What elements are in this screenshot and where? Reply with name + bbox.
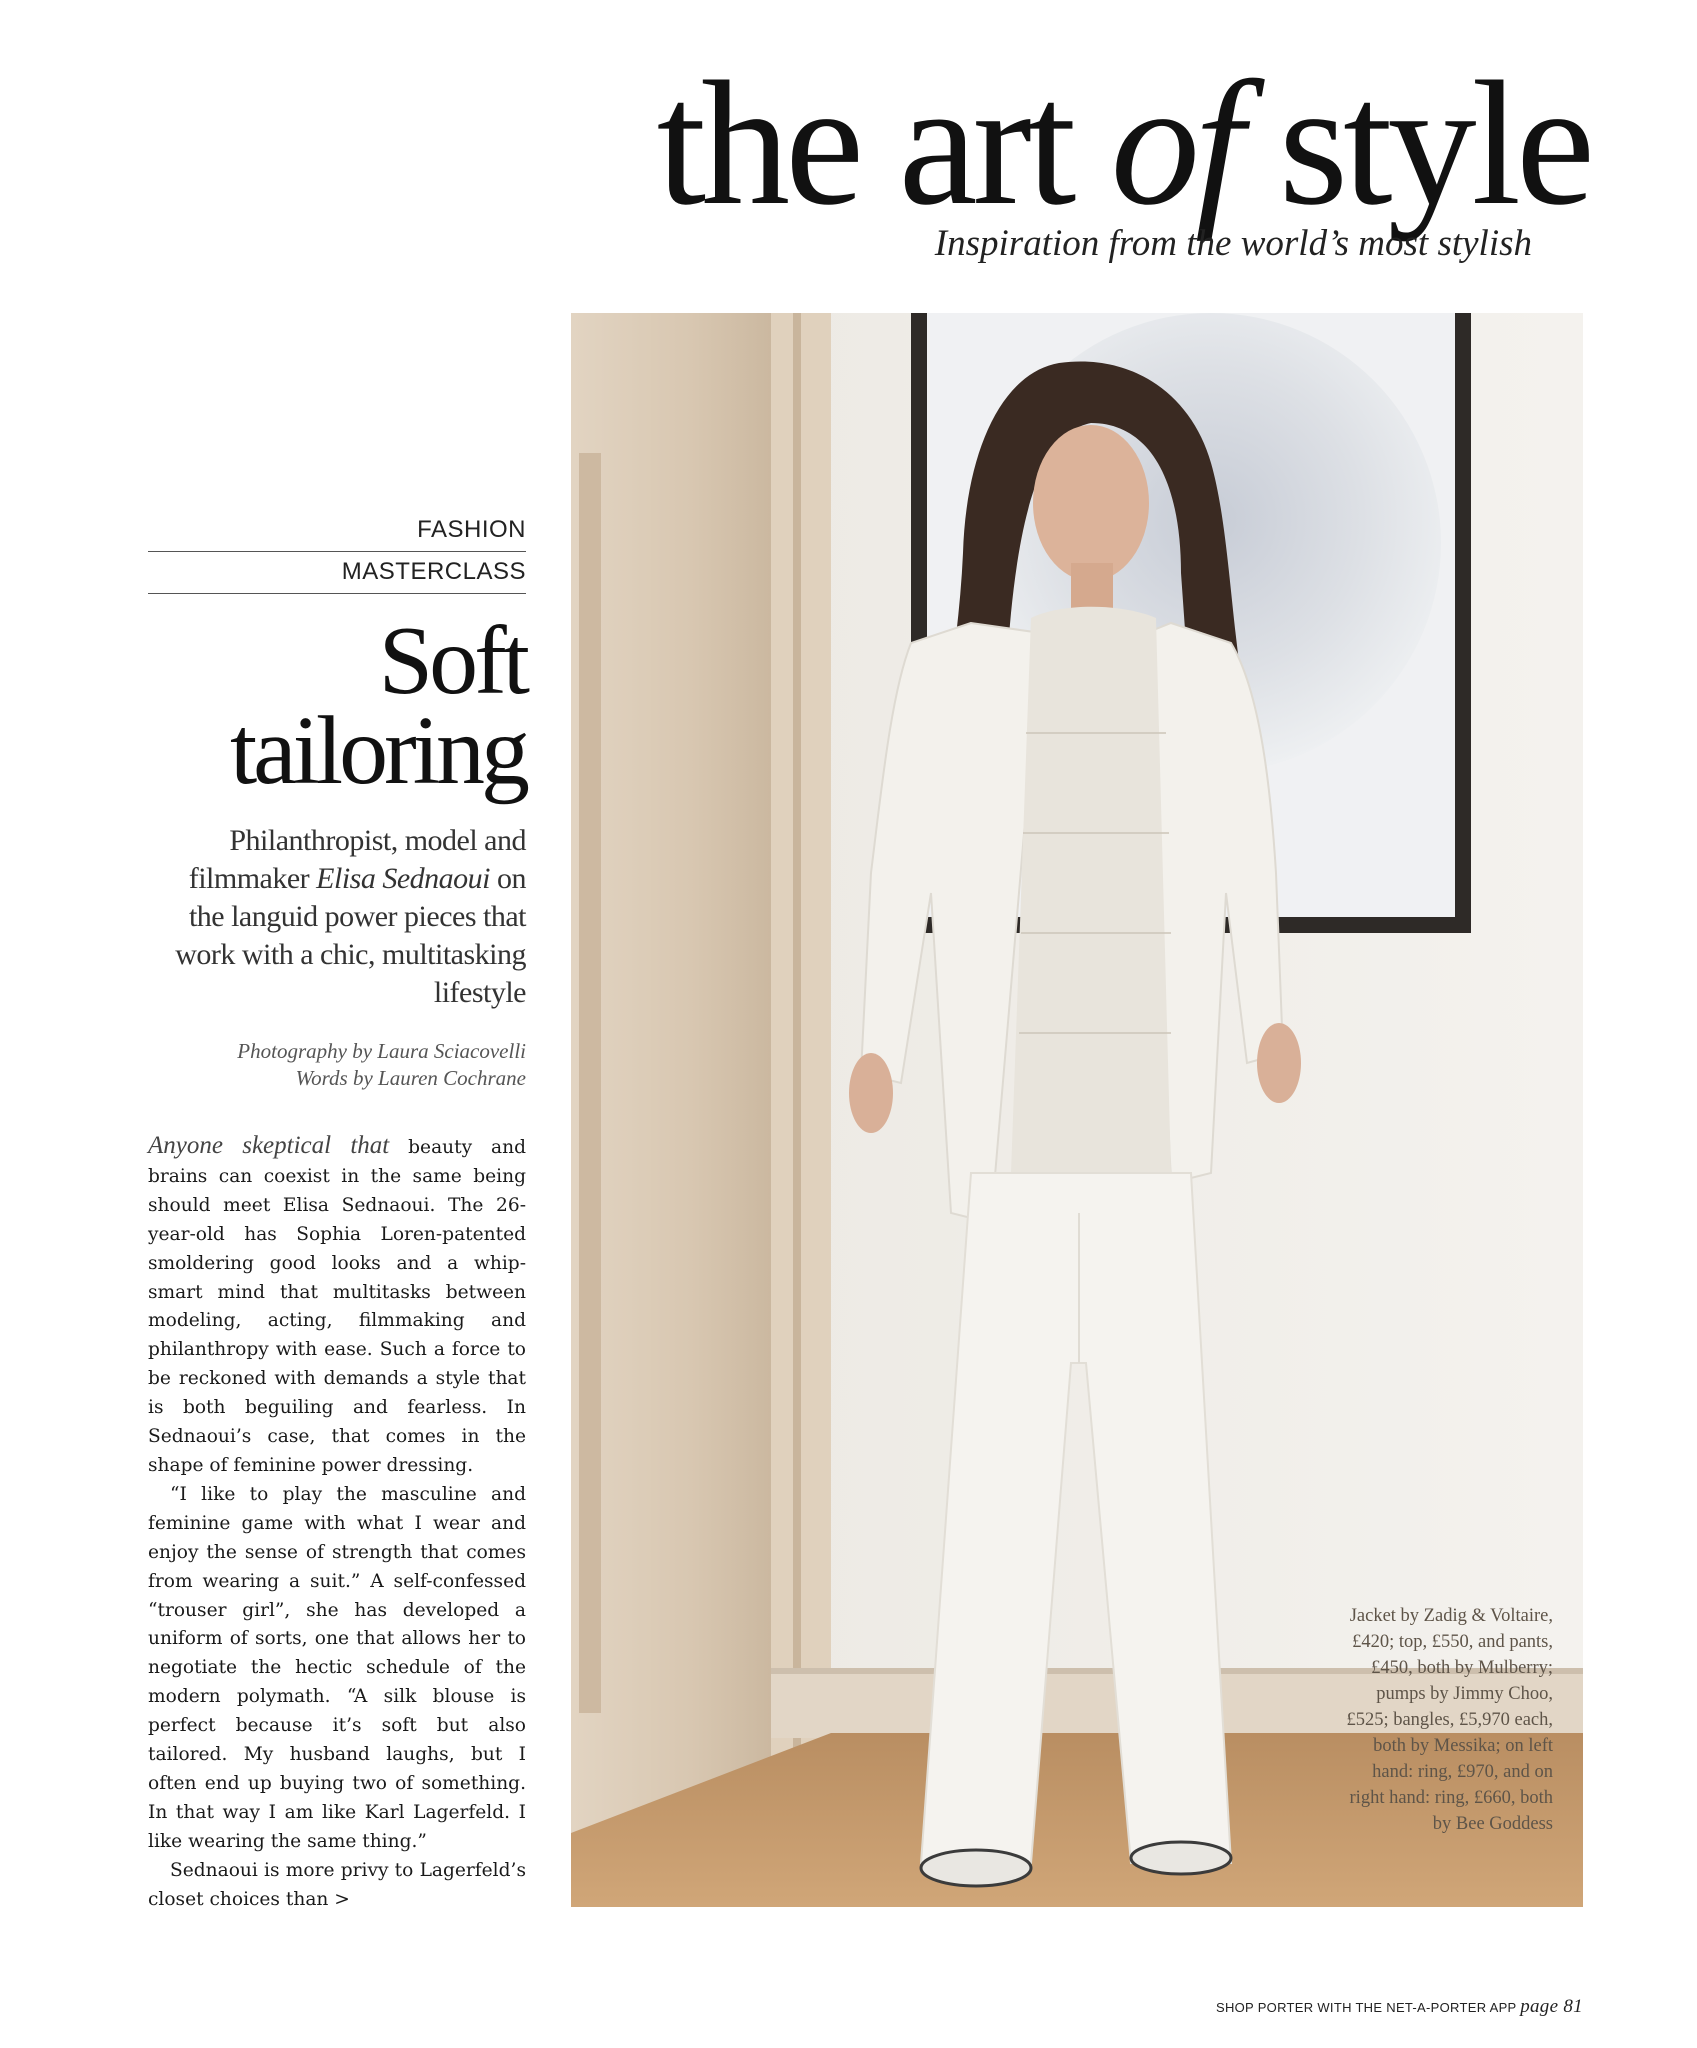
section-title [540, 44, 1590, 242]
left-shoe [921, 1850, 1031, 1886]
paragraph-3: Sednaoui is more privy to Lagerfeld’s closet choices than > [148, 1859, 526, 1910]
photo-caption: Jacket by Zadig & Voltaire, £420; top, £550, and pants, £450, both by Mulberry; pumps by Jimmy Choo, £525; bangles, £5,970 each, both by Messika; on left hand: ring, £970, and on right hand: ring, £660, both by Bee Goddess [1346, 1606, 1553, 1834]
paragraph-1-text: beauty and brains can coexist in the same being should meet Elisa Sednaoui. The 26-year-old has Sophia Loren-patented smoldering good looks and a whip-smart mind that multitasks between modeling, acting, filmmaking and philanthropy with ease. Such a force to be reckoned with demands a style that is both beguiling and fearless. In Sednaoui’s case, that comes in the shape of feminine power dressing. [148, 1137, 526, 1476]
masthead [540, 44, 1590, 265]
credits [148, 1038, 526, 1092]
page-footer [1216, 1996, 1583, 2018]
paragraph-2: “I like to play the masculine and feminine game with what I wear and enjoy the sense of strength that comes from wearing a suit.” A self-confessed “trouser girl”, she has developed a uniform of sorts, one that allows her to negotiate the hectic schedule of the modern polymath. “A silk blouse is perfect because it’s soft but also tailored. My husband laughs, but I often end up buying two of something. In that way I am like Karl Lagerfeld. I like wearing the same thing.” [148, 1483, 526, 1852]
door-frame-groove [793, 313, 801, 1833]
fashion-photo [571, 313, 1583, 1907]
title-part-italic: of [1110, 44, 1240, 242]
paragraph-1 [148, 1132, 526, 1481]
page-number: page 81 [1520, 1996, 1583, 2017]
headline-line-1: Soft [378, 607, 526, 715]
standfirst [148, 822, 526, 1012]
words-credit: Words by Lauren Cochrane [295, 1066, 526, 1090]
kicker-line-1: FASHION [148, 510, 526, 552]
article-body [148, 1132, 526, 1914]
standfirst-part-2: on the languid power pieces that work with a chic, multitasking lifestyle [175, 862, 526, 1009]
article-column [148, 510, 526, 1914]
knit-top [1011, 607, 1171, 1173]
right-shoe [1131, 1842, 1231, 1874]
headline [148, 607, 526, 805]
right-hand [1257, 1023, 1301, 1103]
title-part-1: the art [656, 44, 1111, 242]
kicker-line-2: MASTERCLASS [148, 552, 526, 594]
left-hand [849, 1053, 893, 1133]
headline-line-2: tailoring [229, 697, 526, 805]
kicker [148, 510, 526, 594]
title-part-2: style [1239, 44, 1590, 242]
footer-text: SHOP PORTER WITH THE NET-A-PORTER APP [1215, 2000, 1517, 2015]
door-panel-edge [579, 453, 601, 1713]
lead-in: Anyone skeptical that [148, 1132, 390, 1159]
standfirst-part-1: Philanthropist, model and filmmaker [188, 824, 526, 895]
standfirst-name: Elisa Sednaoui [316, 862, 490, 895]
face [1033, 425, 1149, 581]
photo-credit: Photography by Laura Sciacovelli [237, 1039, 526, 1063]
section-subtitle: Inspiration from the world’s most stylish [934, 223, 1532, 264]
